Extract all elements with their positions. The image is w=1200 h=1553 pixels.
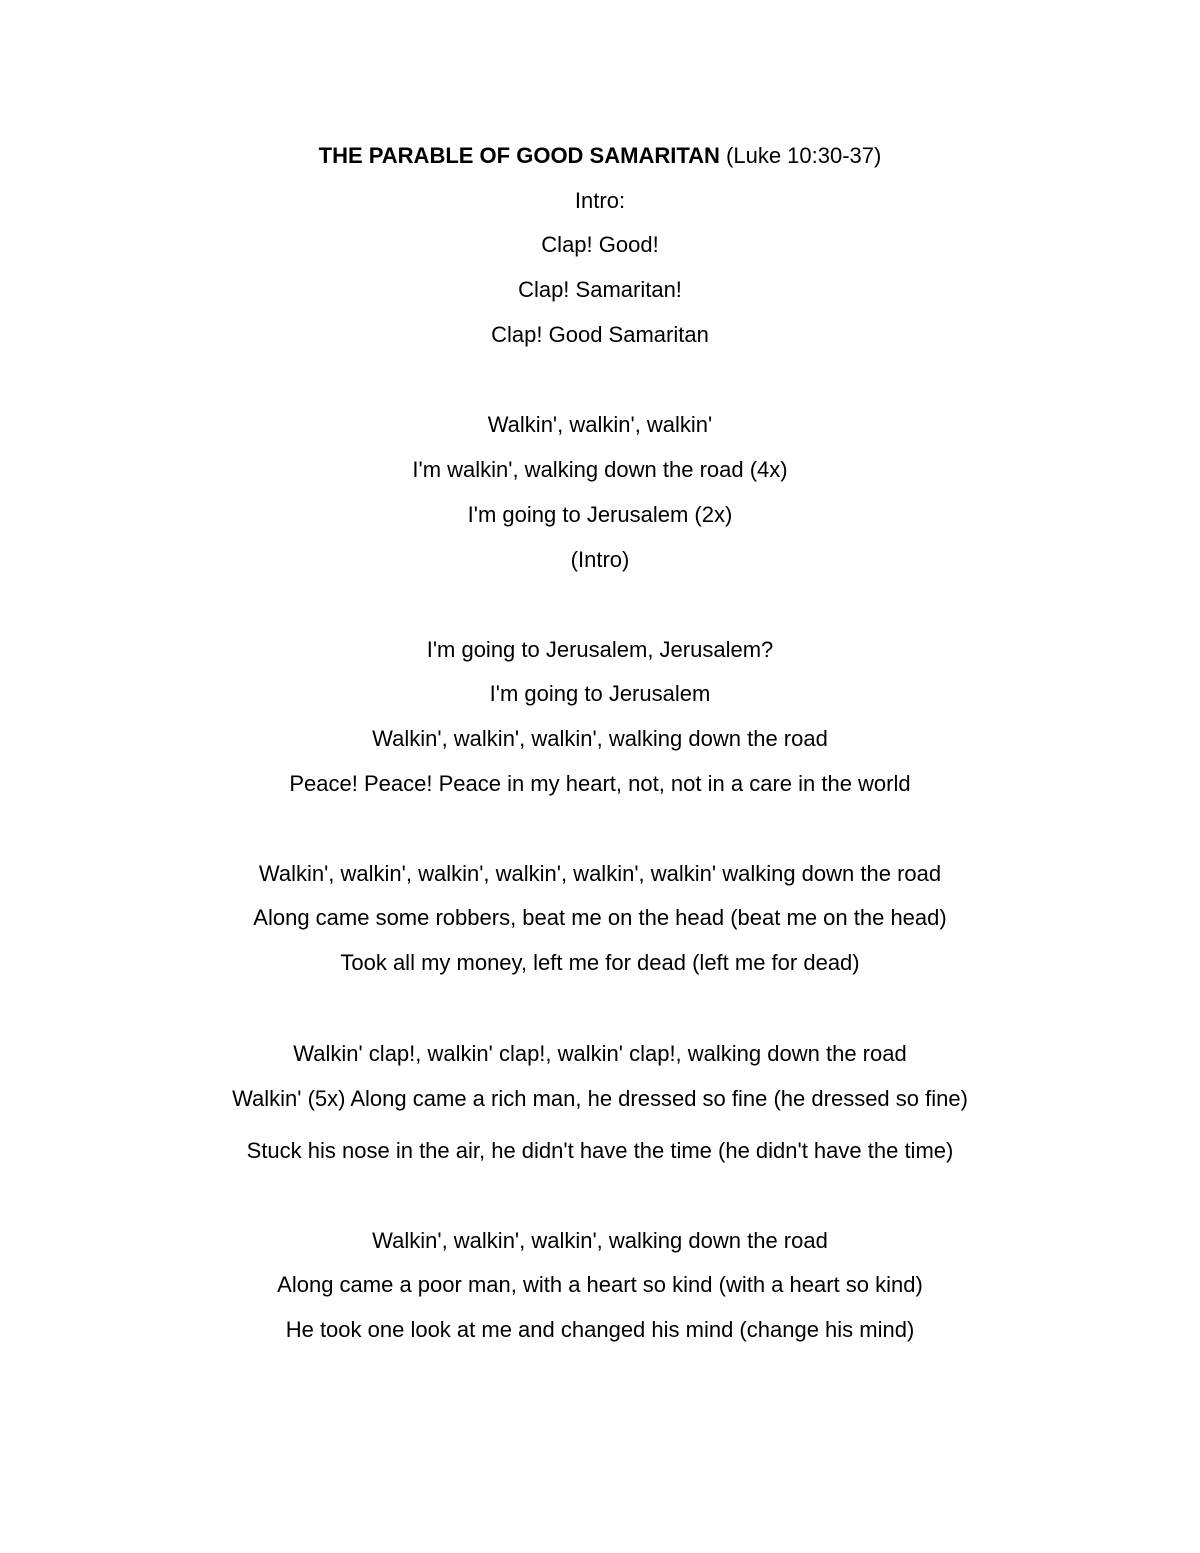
song-title-bold: THE PARABLE OF GOOD SAMARITAN	[318, 143, 720, 168]
lyric-line: Intro:	[574, 188, 626, 213]
lyric-line: Walkin', walkin', walkin', walkin', walkin', walkin' walking down the road	[258, 861, 942, 886]
song-title	[0, 143, 1200, 169]
lyric-line: Walkin' clap!, walkin' clap!, walkin' clap!, walking down the road	[293, 1041, 907, 1066]
lyric-line: Stuck his nose in the air, he didn't have the time (he didn't have the time)	[246, 1138, 954, 1163]
lyric-line: Walkin', walkin', walkin'	[487, 412, 713, 437]
lyric-line: Clap! Good Samaritan	[491, 322, 709, 347]
lyric-line: I'm going to Jerusalem	[489, 681, 711, 706]
lyric-line: He took one look at me and changed his mind (change his mind)	[285, 1317, 915, 1342]
lyric-line: Clap! Samaritan!	[518, 277, 682, 302]
lyric-line: Walkin', walkin', walkin', walking down the road	[372, 726, 828, 751]
lyric-line: Peace! Peace! Peace in my heart, not, not in a care in the world	[289, 771, 911, 796]
lyric-line: Took all my money, left me for dead (left me for dead)	[340, 950, 860, 975]
lyric-line: Walkin', walkin', walkin', walking down the road	[372, 1228, 828, 1253]
lyric-line: I'm walkin', walking down the road (4x)	[412, 457, 788, 482]
lyric-line: Along came a poor man, with a heart so kind (with a heart so kind)	[277, 1272, 923, 1297]
lyric-line: I'm going to Jerusalem, Jerusalem?	[426, 637, 774, 662]
song-title-reference: (Luke 10:30-37)	[719, 143, 882, 168]
lyric-line: I'm going to Jerusalem (2x)	[467, 502, 733, 527]
lyric-line: Clap! Good!	[541, 232, 659, 257]
lyric-line: Along came some robbers, beat me on the head (beat me on the head)	[253, 905, 947, 930]
lyric-line: Walkin' (5x) Along came a rich man, he dressed so fine (he dressed so fine)	[232, 1086, 968, 1111]
lyric-line: (Intro)	[570, 547, 630, 572]
